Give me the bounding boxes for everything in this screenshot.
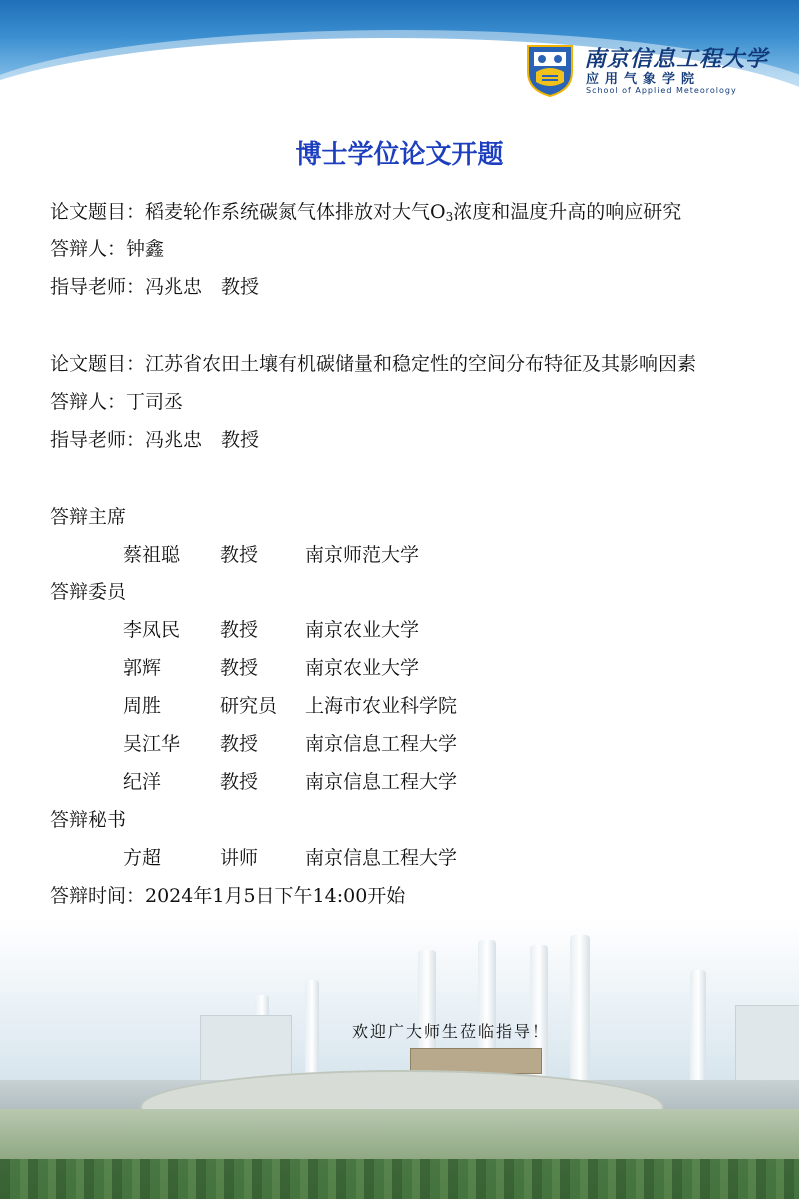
member-org: 南京信息工程大学 — [305, 847, 458, 869]
topic-text: 江苏省农田土壤有机碳储量和稳定性的空间分布特征及其影响因素 — [145, 353, 697, 375]
school-logo — [520, 40, 769, 100]
school-emblem-icon — [524, 42, 576, 98]
welcome-message: 欢迎广大师生莅临指导！ — [352, 1022, 551, 1041]
campus-photo — [0, 920, 799, 1199]
member-name: 吴江华 — [123, 733, 181, 755]
thesis-2-topic — [50, 352, 696, 376]
college-name: 应用气象学院 — [586, 72, 701, 87]
member-title: 研究员 — [220, 695, 278, 717]
member-org: 南京信息工程大学 — [305, 771, 458, 793]
member-title: 教授 — [220, 619, 259, 641]
member-title: 教授 — [220, 771, 259, 793]
campus-pillar — [690, 970, 706, 1080]
thesis-1-topic — [50, 200, 681, 229]
member-org: 上海市农业科学院 — [305, 695, 458, 717]
campus-pillar — [305, 980, 319, 1080]
page-title: 博士学位论文开题 — [295, 140, 504, 170]
member-name: 周胜 — [123, 695, 162, 717]
campus-pillar — [570, 935, 590, 1080]
campus-bushes — [0, 1159, 799, 1199]
campus-building — [200, 1015, 292, 1082]
member-name: 纪洋 — [123, 771, 162, 793]
thesis-1-advisor: 指导老师：冯兆忠 教授 — [50, 276, 260, 298]
topic-text-tail: 浓度和温度升高的响应研究 — [453, 201, 682, 223]
member-title: 教授 — [220, 544, 259, 566]
college-name-en: School of Applied Meteorology — [586, 86, 737, 95]
header-banner — [0, 0, 799, 122]
defense-time: 答辩时间：2024年1月5日下午14:00开始 — [50, 885, 406, 907]
member-title: 教授 — [220, 657, 259, 679]
campus-building — [735, 1005, 799, 1082]
member-name: 郭辉 — [123, 657, 162, 679]
topic-subscript: 3 — [445, 210, 454, 224]
school-name: 南京信息工程大学 — [584, 46, 769, 72]
member-title: 教授 — [220, 733, 259, 755]
topic-label: 论文题目： — [50, 201, 146, 223]
member-org: 南京农业大学 — [305, 619, 420, 641]
member-org: 南京信息工程大学 — [305, 733, 458, 755]
members-heading: 答辩委员 — [50, 581, 127, 603]
chair-heading: 答辩主席 — [50, 506, 127, 528]
topic-label: 论文题目： — [50, 353, 146, 375]
member-org: 南京农业大学 — [305, 657, 420, 679]
thesis-2-advisor: 指导老师：冯兆忠 教授 — [50, 429, 260, 451]
topic-text: 稻麦轮作系统碳氮气体排放对大气O — [145, 201, 446, 223]
thesis-1-defender: 答辩人：钟鑫 — [50, 238, 165, 260]
member-org: 南京师范大学 — [305, 544, 420, 566]
secretary-heading: 答辩秘书 — [50, 809, 127, 831]
thesis-2-defender: 答辩人：丁司丞 — [50, 391, 184, 413]
member-name: 蔡祖聪 — [123, 544, 181, 566]
member-name: 方超 — [123, 847, 162, 869]
member-title: 讲师 — [220, 847, 259, 869]
member-name: 李凤民 — [123, 619, 181, 641]
